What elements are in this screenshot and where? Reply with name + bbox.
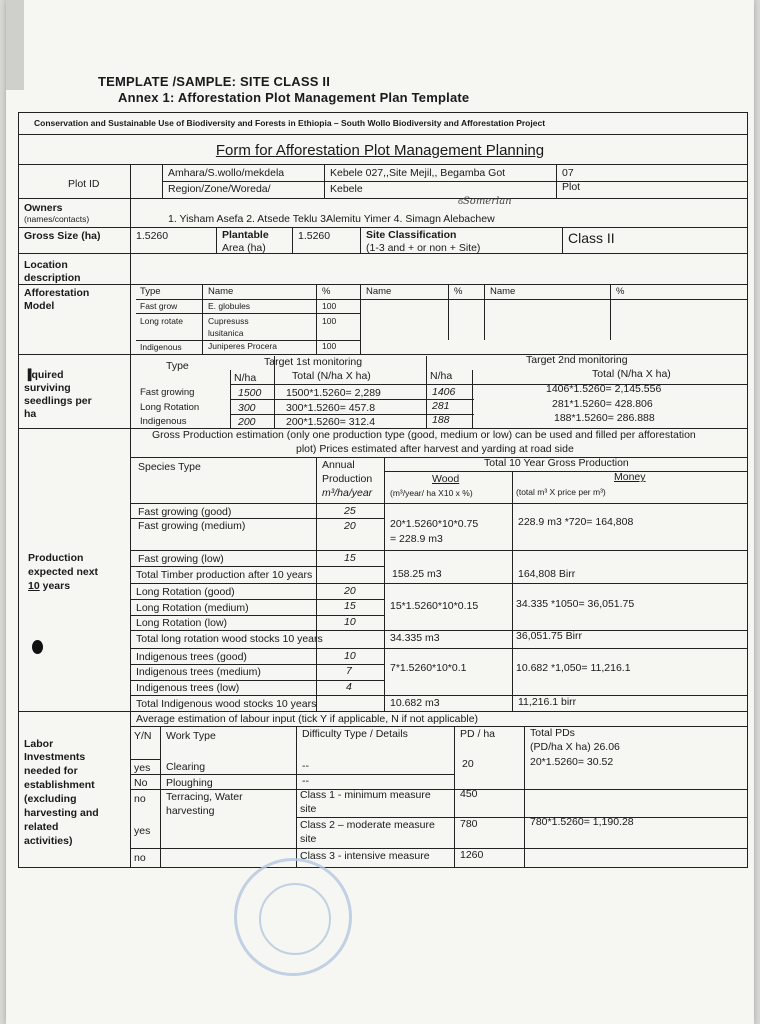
model-header-pct-3: %	[616, 286, 625, 297]
production-row-money: 10.682 *1,050= 11,216.1	[516, 662, 631, 674]
production-row-species: Fast growing (low)	[138, 553, 224, 565]
model-row-name: Juniperes Procera	[208, 341, 277, 351]
model-row-type: Indigenous	[140, 342, 182, 352]
labor-label-2: Investments	[24, 751, 86, 763]
location-label: Location	[24, 259, 68, 271]
labor-row-pd: 1260	[460, 849, 484, 861]
seedling-row-n2: 1406	[432, 386, 456, 398]
production-total-timber-wood: 158.25 m3	[392, 568, 442, 580]
plantable-label: Plantable	[222, 229, 269, 241]
production-label-3	[28, 580, 70, 592]
labor-row-yn: No	[134, 777, 148, 789]
kebele-value: Kebele 027,,Site Mejil,, Begamba Got	[330, 167, 506, 179]
model-row-pct: 100	[322, 301, 337, 311]
seedling-row-type: Long Rotation	[140, 402, 200, 413]
labor-row-work: Terracing, Water	[166, 791, 243, 803]
production-row-species: Fast growing (medium)	[138, 520, 246, 532]
model-header-name-3: Name	[490, 286, 516, 297]
model-row-type: Long rotate	[140, 316, 184, 326]
model-row-type: Fast grow	[140, 301, 178, 311]
seedling-row-n1: 1500	[238, 387, 262, 399]
species-type-header: Species Type	[138, 461, 201, 473]
site-class-value: Class II	[568, 230, 615, 246]
model-header-name-2: Name	[366, 286, 392, 297]
gross-size-label: Gross Size (ha)	[24, 230, 101, 242]
labor-row-yn: no	[134, 793, 146, 805]
owners-value: 1. Yisham Asefa 2. Atsede Teklu 3Alemitu Yimer 4. Simagn Alebachew	[168, 213, 495, 225]
labor-row-pd: 450	[460, 788, 478, 800]
model-row-name: E. globules	[208, 301, 251, 311]
handwritten-name: ϭSomerlan	[458, 196, 512, 207]
form-title: Form for Afforestation Plot Management Planning	[215, 142, 545, 159]
annual-header-2: Production	[322, 473, 373, 485]
annual-header-unit: m³/ha/year	[322, 487, 373, 499]
production-row-species: Fast growing (good)	[138, 506, 232, 518]
labor-row-pd: 20	[462, 758, 474, 770]
pd-ha-header: PD / ha	[460, 728, 496, 740]
owners-sublabel: (names/contacts)	[24, 214, 90, 224]
production-row-annual: 10	[344, 616, 356, 628]
project-name: Conservation and Sustainable Use of Biodiversity and Forests in Ethiopia – South Wollo Biodiversity and Afforestation Project	[34, 118, 546, 128]
labor-row-pd: 780	[460, 818, 478, 830]
production-label-2: expected next	[28, 566, 99, 578]
labor-row-total: 20*1.5260= 30.52	[530, 756, 614, 768]
labor-label: Labor	[24, 738, 54, 750]
production-total-indigenous: Total Indigenous wood stocks 10 years	[136, 698, 317, 710]
production-row-money: 228.9 m3 *720= 164,808	[518, 516, 634, 528]
page-corner-fold	[6, 0, 24, 90]
plot-id-label: Plot ID	[68, 178, 100, 190]
seedlings-label: ▐quired	[24, 369, 64, 381]
production-total-timber: Total Timber production after 10 years	[136, 569, 313, 581]
labor-label-7: related	[24, 821, 59, 833]
labor-label-8: activities)	[24, 835, 73, 847]
wood-header: Wood	[432, 473, 460, 485]
production-row-wood: 15*1.5260*10*0.15	[390, 600, 479, 612]
model-row-pct: 100	[322, 316, 337, 326]
plot-number-label: Plot	[562, 181, 581, 193]
production-row-wood: 7*1.5260*10*0.1	[390, 662, 467, 674]
kebele-label: Kebele	[330, 183, 363, 195]
labor-label-5: (excluding	[24, 793, 77, 805]
seedling-row-t2: 1406*1.5260= 2,145.556	[546, 383, 662, 395]
labor-row-difficulty: Class 3 - intensive measure	[300, 850, 430, 862]
production-row-annual: 15	[344, 552, 356, 564]
annual-header: Annual	[322, 459, 355, 471]
target-2-header: Target 2nd monitoring	[526, 354, 628, 366]
plot-number-value: 07	[562, 167, 574, 179]
production-row-species: Indigenous trees (medium)	[136, 666, 261, 678]
production-row-annual: 25	[344, 505, 356, 517]
total-production-header: Total 10 Year Gross Production	[484, 457, 629, 469]
site-class-note: (1-3 and + or non + Site)	[366, 242, 481, 254]
production-row-species: Indigenous trees (good)	[136, 651, 247, 663]
production-row-species: Long Rotation (low)	[136, 617, 228, 629]
owners-label: Owners	[24, 202, 63, 214]
model-row-name-cont: lusitanica	[208, 328, 244, 338]
production-row-money: 34.335 *1050= 36,051.75	[516, 598, 635, 610]
seedling-row-n2: 188	[432, 414, 450, 426]
target-2-nha-header: N/ha	[430, 370, 453, 382]
production-total-indigenous-wood: 10.682 m3	[390, 697, 440, 709]
plantable-value: 1.5260	[298, 230, 331, 242]
labor-row-difficulty: Class 2 – moderate measure	[300, 819, 435, 831]
model-header-pct: %	[322, 286, 331, 297]
labor-row-work: Ploughing	[166, 777, 213, 789]
production-total-long-rotation-money: 36,051.75 Birr	[516, 630, 582, 642]
production-row-wood-result: = 228.9 m3	[390, 533, 443, 545]
location-label-2: description	[24, 272, 81, 284]
model-row-pct: 100	[322, 341, 337, 351]
plantable-area-label: Area (ha)	[222, 242, 266, 254]
labor-row-total: 780*1.5260= 1,190.28	[530, 816, 634, 828]
difficulty-header: Difficulty Type / Details	[302, 728, 408, 740]
production-row-annual: 4	[346, 681, 352, 693]
production-total-long-rotation: Total long rotation wood stocks 10 years	[136, 633, 323, 645]
production-total-timber-money: 164,808 Birr	[518, 568, 576, 580]
seedling-row-t2: 188*1.5260= 286.888	[554, 412, 655, 424]
region-label: Region/Zone/Woreda/	[168, 183, 271, 195]
model-header-type: Type	[140, 286, 161, 297]
region-value: Amhara/S.wollo/mekdela	[168, 167, 285, 179]
target-1-nha-header: N/ha	[234, 372, 257, 384]
seedlings-label-2: surviving	[24, 382, 71, 394]
production-years-number: 10	[28, 580, 40, 592]
model-row-name: Cupresuss	[208, 316, 249, 326]
seedlings-label-3: seedlings per	[24, 395, 92, 407]
work-type-header: Work Type	[166, 730, 216, 742]
labor-row-yn: yes	[134, 762, 151, 774]
seedling-row-t2: 281*1.5260= 428.806	[552, 398, 653, 410]
gross-size-value: 1.5260	[136, 230, 169, 242]
seedlings-type-header: Type	[166, 360, 189, 372]
labor-label-4: establishment	[24, 779, 95, 791]
wood-subheader: (m³/year/ ha X10 x %)	[390, 488, 473, 498]
form-frame	[18, 112, 748, 868]
production-row-annual: 20	[344, 520, 356, 532]
seedling-row-n1: 200	[238, 416, 256, 428]
production-total-long-rotation-wood: 34.335 m3	[390, 632, 440, 644]
seedling-row-type: Indigenous	[140, 416, 187, 427]
production-row-species: Indigenous trees (low)	[136, 682, 240, 694]
labor-row-difficulty-cont: site	[300, 833, 317, 845]
model-header-pct-2: %	[454, 286, 463, 297]
labor-label-3: needed for	[24, 765, 78, 777]
labor-row-difficulty: --	[302, 760, 309, 772]
seedling-row-t1: 200*1.5260= 312.4	[286, 416, 376, 428]
target-1-total-header: Total (N/ha X ha)	[292, 370, 371, 382]
seedling-row-t1: 1500*1.5260= 2,289	[286, 387, 381, 399]
seedling-row-n2: 281	[432, 400, 450, 412]
labor-row-work-cont: harvesting	[166, 805, 215, 817]
production-note: Gross Production estimation (only one production type (good, medium or low) can be used and filled per afforestation	[152, 429, 696, 441]
labor-note: Average estimation of labour input (tick Y if applicable, N if not applicable)	[136, 713, 479, 725]
money-header: Money	[614, 471, 646, 483]
seedling-row-t1: 300*1.5260= 457.8	[286, 402, 376, 414]
production-row-species: Long Rotation (medium)	[136, 602, 249, 614]
seedlings-label-4: ha	[24, 408, 37, 420]
labor-row-yn: yes	[134, 825, 151, 837]
site-class-label: Site Classification	[366, 229, 457, 241]
labor-label-6: harvesting and	[24, 807, 99, 819]
seedling-row-n1: 300	[238, 402, 256, 414]
production-note-2: plot) Prices estimated after harvest and yarding at road side	[296, 443, 574, 455]
production-row-annual: 15	[344, 600, 356, 612]
model-label-2: Model	[24, 300, 55, 312]
labor-row-difficulty: Class 1 - minimum measure	[300, 789, 431, 801]
total-pds-subheader: (PD/ha X ha) 26.06	[530, 741, 620, 753]
production-row-species: Long Rotation (good)	[136, 586, 235, 598]
production-row-wood: 20*1.5260*10*0.75	[390, 518, 479, 530]
official-stamp	[234, 858, 352, 976]
money-subheader: (total m³ X price per m³)	[516, 487, 606, 497]
production-total-indigenous-money: 11,216.1 birr	[518, 696, 577, 708]
labor-row-difficulty-cont: site	[300, 803, 317, 815]
template-title: TEMPLATE /SAMPLE: SITE CLASS II	[98, 74, 331, 89]
annex-title: Annex 1: Afforestation Plot Management Plan Template	[118, 90, 470, 105]
production-row-annual: 20	[344, 585, 356, 597]
target-1-header: Target 1st monitoring	[264, 356, 363, 368]
production-row-annual: 7	[346, 665, 352, 677]
model-header-name: Name	[208, 286, 234, 297]
seedling-row-type: Fast growing	[140, 387, 195, 398]
labor-row-yn: no	[134, 852, 146, 864]
production-years-word: years	[39, 580, 71, 592]
production-label: Production	[28, 552, 84, 564]
model-label: Afforestation	[24, 287, 90, 299]
labor-row-difficulty: --	[302, 775, 309, 787]
labor-row-work: Clearing	[166, 761, 206, 773]
target-2-total-header: Total (N/ha X ha)	[592, 368, 671, 380]
document-page	[6, 0, 754, 1024]
total-pds-header: Total PDs	[530, 727, 575, 739]
production-row-annual: 10	[344, 650, 356, 662]
yn-header: Y/N	[134, 730, 152, 742]
